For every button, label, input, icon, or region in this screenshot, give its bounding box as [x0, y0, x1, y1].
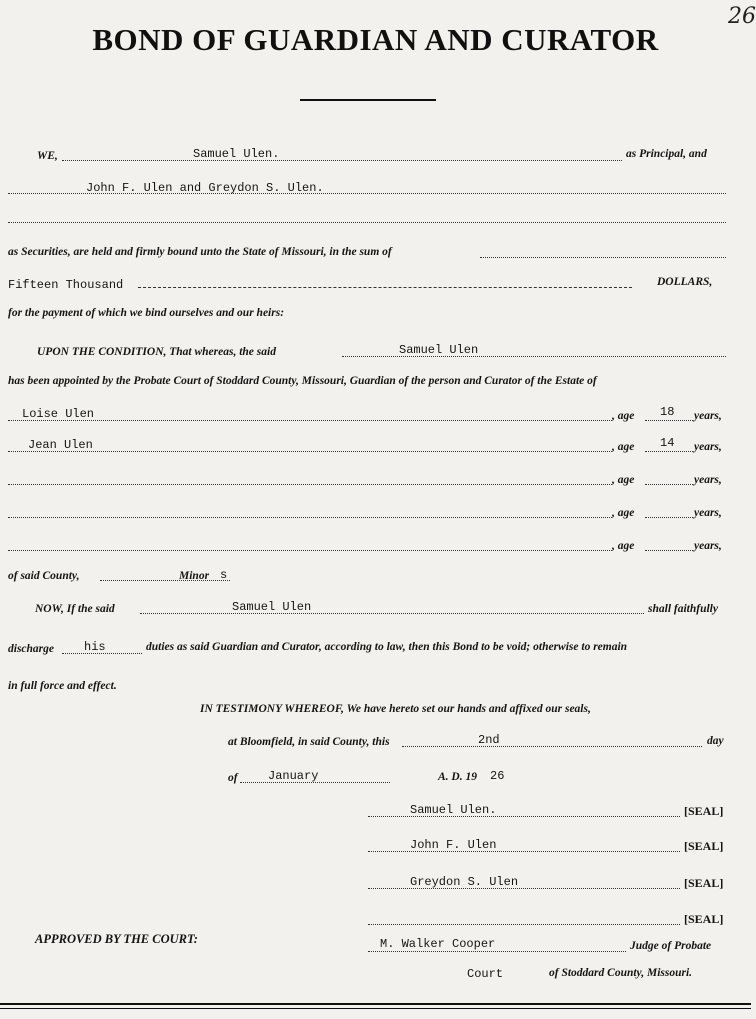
seal-label: [SEAL] [684, 804, 724, 818]
minor-line [100, 580, 230, 581]
securities-names: John F. Ulen and Greydon S. Ulen. [86, 181, 324, 195]
years-label: years, [694, 441, 722, 453]
age-label: , age [612, 540, 635, 552]
appointed-text: has been appointed by the Probate Court of Stoddard County, Missouri, Guardian of the person and Curator of the Estate of [8, 375, 597, 387]
age-line [645, 550, 693, 551]
ad-label: A. D. 19 [438, 771, 477, 783]
held-bound-text: as Securities, are held and firmly bound unto the State of Missouri, in the sum of [8, 246, 392, 258]
age-label: , age [612, 441, 635, 453]
seal-label: [SEAL] [684, 876, 724, 890]
minor-name-line [8, 420, 612, 421]
faithfully-text: shall faithfully [648, 603, 718, 615]
title-rule [300, 99, 436, 101]
sum-line [480, 257, 726, 258]
judge-name: M. Walker Cooper [380, 937, 496, 951]
years-label: years, [694, 540, 722, 552]
minor-age: 18 [660, 405, 675, 419]
full-force-text: in full force and effect. [8, 680, 117, 692]
of-county-label: of said County, [8, 570, 80, 582]
day-label: day [707, 735, 724, 747]
signature-name: Greydon S. Ulen [410, 875, 519, 889]
bottom-rule [0, 1003, 751, 1005]
court-of-text: of Stoddard County, Missouri. [549, 967, 693, 979]
age-line [645, 451, 693, 452]
dollars-label: DOLLARS, [657, 276, 713, 288]
payment-text: for the payment of which we bind ourselves and our heirs: [8, 307, 285, 319]
signature-line [368, 924, 680, 925]
years-label: years, [694, 507, 722, 519]
years-label: years, [694, 474, 722, 486]
signature-name: Samuel Ulen. [410, 803, 497, 817]
minor-name-line [8, 484, 612, 485]
month-value: January [268, 769, 319, 783]
now-if-text: NOW, If the said [35, 603, 115, 615]
principal-line [62, 160, 622, 161]
minor-name-line [8, 517, 612, 518]
testimony-text: IN TESTIMONY WHEREOF, We have hereto set our hands and affixed our seals, [200, 703, 591, 715]
years-label: years, [694, 410, 722, 422]
discharge-text: discharge [8, 643, 54, 655]
pronoun: his [84, 640, 106, 654]
guardian-name: Samuel Ulen [399, 343, 479, 357]
bottom-rule-thin [0, 1008, 751, 1009]
securities-line-2 [8, 222, 726, 223]
day-value: 2nd [478, 733, 500, 747]
now-name: Samuel Ulen [232, 600, 312, 614]
seal-label: [SEAL] [684, 912, 724, 926]
age-line [645, 420, 693, 421]
year-value: 26 [490, 769, 505, 783]
judge-line [368, 951, 626, 952]
we-label: WE, [37, 150, 58, 162]
minor-age: 14 [660, 436, 675, 450]
age-line [645, 517, 693, 518]
minor-word: Minor [179, 570, 210, 582]
duties-text: duties as said Guardian and Curator, according to law, then this Bond to be void; otherwise to remain [146, 641, 628, 653]
minor-suffix: s [220, 568, 228, 582]
judge-title: Judge of Probate [630, 940, 712, 952]
at-place-text: at Bloomfield, in said County, this [228, 736, 390, 748]
seal-label: [SEAL] [684, 839, 724, 853]
now-line [140, 613, 644, 614]
signature-name: John F. Ulen [410, 838, 497, 852]
sum-dash-line [138, 287, 632, 288]
approved-label: APPROVED BY THE COURT: [35, 932, 198, 946]
age-label: , age [612, 507, 635, 519]
sum-amount: Fifteen Thousand [8, 278, 124, 292]
age-line [645, 484, 693, 485]
minor-name-line [8, 451, 612, 452]
minor-name: Jean Ulen [28, 438, 93, 452]
court-word: Court [467, 967, 504, 981]
minor-name: Loise Ulen [22, 407, 95, 421]
minor-name-line [8, 550, 612, 551]
age-label: , age [612, 474, 635, 486]
as-principal-label: as Principal, and [626, 148, 707, 160]
condition-text: UPON THE CONDITION, That whereas, the said [37, 346, 276, 358]
page-number: 26 [728, 4, 756, 29]
of-label: of [228, 772, 238, 784]
day-line [402, 746, 702, 747]
principal-name: Samuel Ulen. [193, 147, 280, 161]
age-label: , age [612, 410, 635, 422]
document-title: BOND OF GUARDIAN AND CURATOR [92, 22, 659, 57]
